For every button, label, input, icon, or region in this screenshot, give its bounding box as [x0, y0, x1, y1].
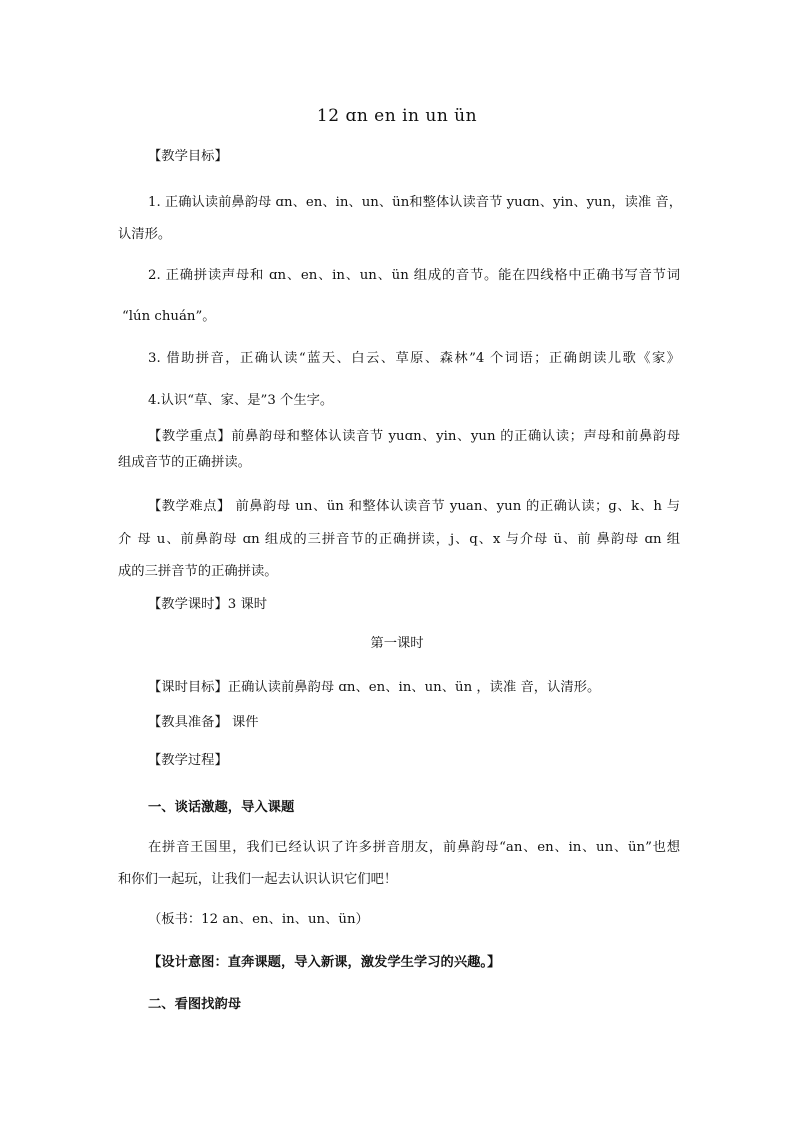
objective-2-line2: “lún chuán”。 [122, 309, 216, 324]
lesson-goal: 【课时目标】正确认读前鼻韵母 ɑn、en、in、un、ün ，读准 音，认清形。 [148, 680, 601, 695]
para-1-line1: 在拼音王国里，我们已经认识了许多拼音朋友，前鼻韵母“an、en、in、un、ün”也想 [148, 840, 680, 855]
key-points-line2: 组成音节的正确拼读。 [118, 455, 251, 470]
process-heading: 【教学过程】 [148, 753, 228, 768]
difficulty-line3: 成的三拼音节的正确拼读。 [118, 564, 278, 579]
para-1-line2: 和你们一起玩，让我们一起去认识认识它们吧！ [118, 872, 398, 887]
difficulty-line2: 介 母 u、前鼻韵母 ɑn 组成的三拼音节的正确拼读，j、q、x 与介母 ü、前 鼻韵母 ɑn 组 [118, 532, 680, 547]
objective-3: 3. 借助拼音，正确认读“蓝天、白云、草原、森林”4 个词语；正确朗读儿歌《家》 [148, 351, 680, 366]
page-title: 12 ɑn en in un ün [316, 106, 478, 126]
difficulty-line1: 【教学难点】 前鼻韵母 un、ün 和整体认读音节 yuan、yun 的正确认读；ɡ、k、h 与 [148, 499, 680, 514]
objectives-heading: 【教学目标】 [148, 149, 228, 164]
section-1-heading: 一、谈话激趣，导入课题 [148, 800, 295, 815]
objective-1-line2: 认清形。 [118, 227, 172, 242]
section-2-heading: 二、看图找韵母 [148, 997, 242, 1012]
board-note: （板书：12 an、en、in、un、ün） [148, 912, 369, 927]
design-intent: 【设计意图：直奔课题，导入新课，激发学生学习的兴趣。】 [148, 955, 501, 970]
objective-4: 4.认识“草、家、是”3 个生字。 [148, 393, 334, 408]
class-hours: 【教学课时】3 课时 [148, 597, 268, 612]
objective-2-line1: 2. 正确拼读声母和 ɑn、en、in、un、ün 组成的音节。能在四线格中正确书写音节词 [148, 268, 680, 283]
objective-1-line1: 1. 正确认读前鼻韵母 ɑn、en、in、un、ün和整体认读音节 yuɑn、yin、yun，读准 音， [148, 195, 683, 210]
lesson-title: 第一课时 [370, 636, 424, 651]
tools: 【教具准备】 课件 [148, 715, 259, 730]
key-points-line1: 【教学重点】前鼻韵母和整体认读音节 yuɑn、yin、yun 的正确认读；声母和前鼻韵母 [148, 429, 680, 444]
